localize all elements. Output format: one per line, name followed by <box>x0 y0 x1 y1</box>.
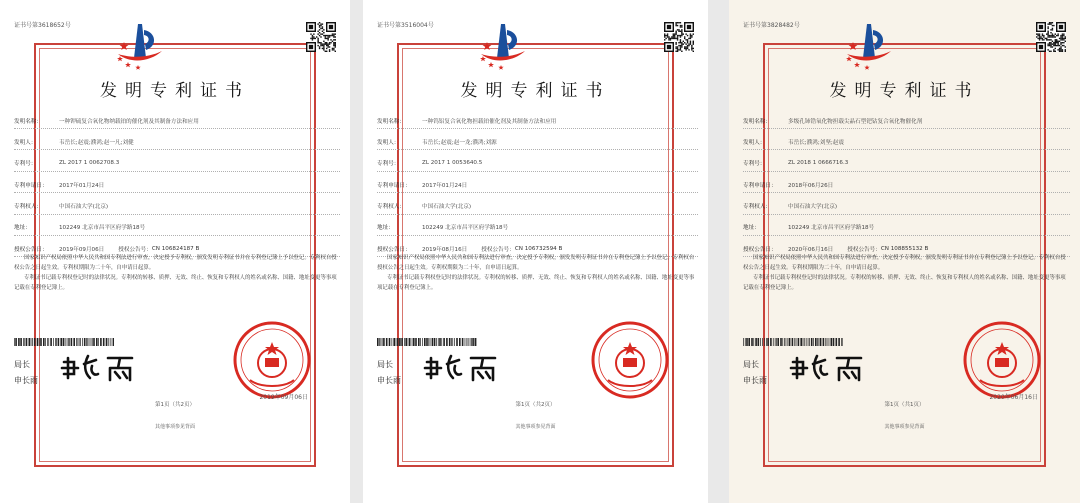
body-paragraph: 国家知识产权局依照中华人民共和国专利法进行审查，决定授予专利权，颁发发明专利证书并在专利登记簿上予以登记。专利权自授权公告之日起生效。专利权期限为二十年，自申请日起算。 <box>14 255 337 271</box>
field-value: 多级孔铈锆氧化物担载尖晶石型钯钴复合氧化物催化剂 <box>788 118 923 125</box>
field-row <box>14 177 340 193</box>
field-row <box>743 177 1070 193</box>
field-label: 专利申请日： <box>377 182 411 189</box>
field-label: 地址： <box>14 225 31 232</box>
body-paragraph: 国家知识产权局依照中华人民共和国专利法进行审查，决定授予专利权，颁发发明专利证书并在专利登记簿上予以登记。专利权自授权公告之日起生效。专利权期限为二十年，自申请日起算。 <box>377 255 695 271</box>
field-row <box>14 113 340 129</box>
director-name: 申长雨 <box>377 376 401 385</box>
signature-icon <box>789 348 869 388</box>
field-row <box>14 156 340 172</box>
field-value: 2018年06月26日 <box>788 182 834 189</box>
field-value: 中国石油大学(北京) <box>422 204 472 211</box>
director-title: 局长 <box>377 360 393 369</box>
qr-code-icon <box>1036 22 1066 52</box>
director-name: 申长雨 <box>14 376 38 385</box>
field-label: 发明人： <box>743 139 766 146</box>
field-row <box>377 177 698 193</box>
field-row <box>743 199 1070 215</box>
pub-number-label: 授权公告号： <box>847 246 881 253</box>
page-indicator: 第1页（共2页） <box>155 402 195 408</box>
field-row <box>743 113 1070 129</box>
pub-number-value: CN 106732594 B <box>514 245 563 252</box>
field-label: 发明人： <box>377 139 400 146</box>
patent-certificate <box>363 0 708 503</box>
qr-code-icon <box>664 22 694 52</box>
director-block <box>377 357 401 389</box>
field-row <box>377 156 698 172</box>
certificate-body-text <box>14 253 338 293</box>
field-value: 2017年01月24日 <box>59 182 105 189</box>
field-row <box>377 134 698 150</box>
certificate-number: 证书号第3618652号 <box>14 22 71 29</box>
field-row <box>743 156 1070 172</box>
certificate-number: 证书号第3828482号 <box>743 22 800 29</box>
field-row <box>743 134 1070 150</box>
field-row <box>377 199 698 215</box>
field-value: 2017年01月24日 <box>422 182 468 189</box>
signature-icon <box>423 348 503 388</box>
field-value: 中国石油大学(北京) <box>59 204 109 211</box>
field-label: 授权公告日： <box>377 246 411 253</box>
barcode-icon <box>743 338 843 346</box>
field-label: 专利权人： <box>377 204 405 211</box>
barcode-icon <box>377 338 477 346</box>
field-label: 地址： <box>743 225 760 232</box>
cnipa-logo-icon <box>112 18 168 74</box>
certificate-fields <box>14 113 340 263</box>
patent-certificate <box>0 0 350 503</box>
field-label: 授权公告日： <box>743 246 777 253</box>
field-value: 中国石油大学(北京) <box>788 204 838 211</box>
body-paragraph: 专利证书记载专利权登记时的法律状况。专利权的转移、质押、无效、终止、恢复和专利权人的姓名或名称、国籍、地址变更等事项记载在专利登记簿上。 <box>14 275 337 291</box>
field-label: 发明名称： <box>14 118 42 125</box>
field-label: 专利号： <box>14 161 37 168</box>
body-paragraph: 国家知识产权局依照中华人民共和国专利法进行审查，决定授予专利权，颁发发明专利证书并在专利登记簿上予以登记。专利权自授权公告之日起生效。专利权期限为二十年，自申请日起算。 <box>743 255 1066 271</box>
field-label: 专利权人： <box>743 204 771 211</box>
certificate-fields <box>743 113 1070 263</box>
field-value: ZL 2017 1 0053640.5 <box>422 160 483 167</box>
certificate-number: 证书号第3516004号 <box>377 22 434 29</box>
field-label: 发明人： <box>14 139 37 146</box>
field-label: 发明名称： <box>743 118 771 125</box>
director-block <box>743 357 767 389</box>
certificate-footer: 其他事项参见背面 <box>154 424 195 430</box>
official-seal-icon <box>590 320 670 400</box>
field-row <box>14 220 340 236</box>
certificate-title: 发明专利证书 <box>460 81 611 101</box>
field-label: 专利申请日： <box>14 182 48 189</box>
director-title: 局长 <box>14 360 30 369</box>
pub-number-value: CN 108855132 B <box>880 245 929 252</box>
page-indicator: 第1页（共1页） <box>884 402 925 408</box>
field-row <box>14 134 340 150</box>
body-paragraph: 专利证书记载专利权登记时的法律状况。专利权的转移、质押、无效、终止、恢复和专利权人的姓名或名称、国籍、地址变更等事项记载在专利登记簿上。 <box>377 275 695 291</box>
qr-code-icon <box>306 22 336 52</box>
certificate-footer: 其他事项参见背面 <box>884 424 925 430</box>
body-paragraph: 专利证书记载专利权登记时的法律状况。专利权的转移、质押、无效、终止、恢复和专利权人的姓名或名称、国籍、地址变更等事项记载在专利登记簿上。 <box>743 275 1066 291</box>
cnipa-logo-icon <box>475 18 531 74</box>
field-value: 2019年08月16日 <box>422 246 468 253</box>
field-label: 授权公告日： <box>14 246 48 253</box>
official-seal-icon <box>232 320 312 400</box>
field-row <box>743 220 1070 236</box>
official-seal-icon <box>962 320 1042 400</box>
certificate-body-text <box>743 253 1068 293</box>
seal-date: 2020年06月16日 <box>989 394 1038 401</box>
field-label: 地址： <box>377 225 394 232</box>
field-value: 102249 北京市昌平区府学路18号 <box>422 225 509 232</box>
certificate-footer: 其他事项参见背面 <box>515 424 556 430</box>
field-value: 一种钾硫复合氧化物纳载铂的催化剂及其制备方法和应用 <box>59 118 199 125</box>
field-value: 一种钨铝复合氧化物担载铂催化剂及其制备方法和应用 <box>422 118 557 125</box>
director-title: 局长 <box>743 360 759 369</box>
field-value: ZL 2018 1 0666716.3 <box>788 160 849 167</box>
field-row <box>14 199 340 215</box>
patent-certificate <box>729 0 1080 503</box>
field-row <box>377 220 698 236</box>
barcode-icon <box>14 338 114 346</box>
field-label: 发明名称： <box>377 118 405 125</box>
signature-icon <box>60 348 140 388</box>
director-name: 申长雨 <box>743 376 767 385</box>
pub-number-label: 授权公告号： <box>481 246 515 253</box>
field-row <box>377 113 698 129</box>
certificate-fields <box>377 113 698 263</box>
pub-number-value: CN 106824187 B <box>151 245 200 252</box>
field-value: 韦岳长;濮鸿;刘坚;赵震 <box>788 139 844 146</box>
field-label: 专利号： <box>377 161 400 168</box>
field-value: 2019年09月06日 <box>59 246 105 253</box>
page-indicator: 第1页（共2页） <box>515 402 556 408</box>
director-block <box>14 357 38 389</box>
cnipa-logo-icon <box>841 18 897 74</box>
field-label: 专利申请日： <box>743 182 777 189</box>
seal-date: 2019年09月06日 <box>259 394 308 401</box>
field-value: 韦岳长;赵震;濮鸿;赵一凡;刘健 <box>59 139 134 146</box>
field-value: 102249 北京市昌平区府学路18号 <box>59 225 146 232</box>
field-value: ZL 2017 1 0062708.3 <box>59 160 120 167</box>
field-value: 102249 北京市昌平区府学路18号 <box>788 225 875 232</box>
field-label: 专利权人： <box>14 204 42 211</box>
field-value: 韦岳长;赵震;赵一龙;濮鸿;刘源 <box>422 139 497 146</box>
certificate-title: 发明专利证书 <box>100 81 250 101</box>
certificate-body-text <box>377 253 696 293</box>
field-value: 2020年06月16日 <box>788 246 834 253</box>
field-label: 专利号： <box>743 161 766 168</box>
certificate-title: 发明专利证书 <box>829 81 980 101</box>
pub-number-label: 授权公告号： <box>118 246 152 253</box>
